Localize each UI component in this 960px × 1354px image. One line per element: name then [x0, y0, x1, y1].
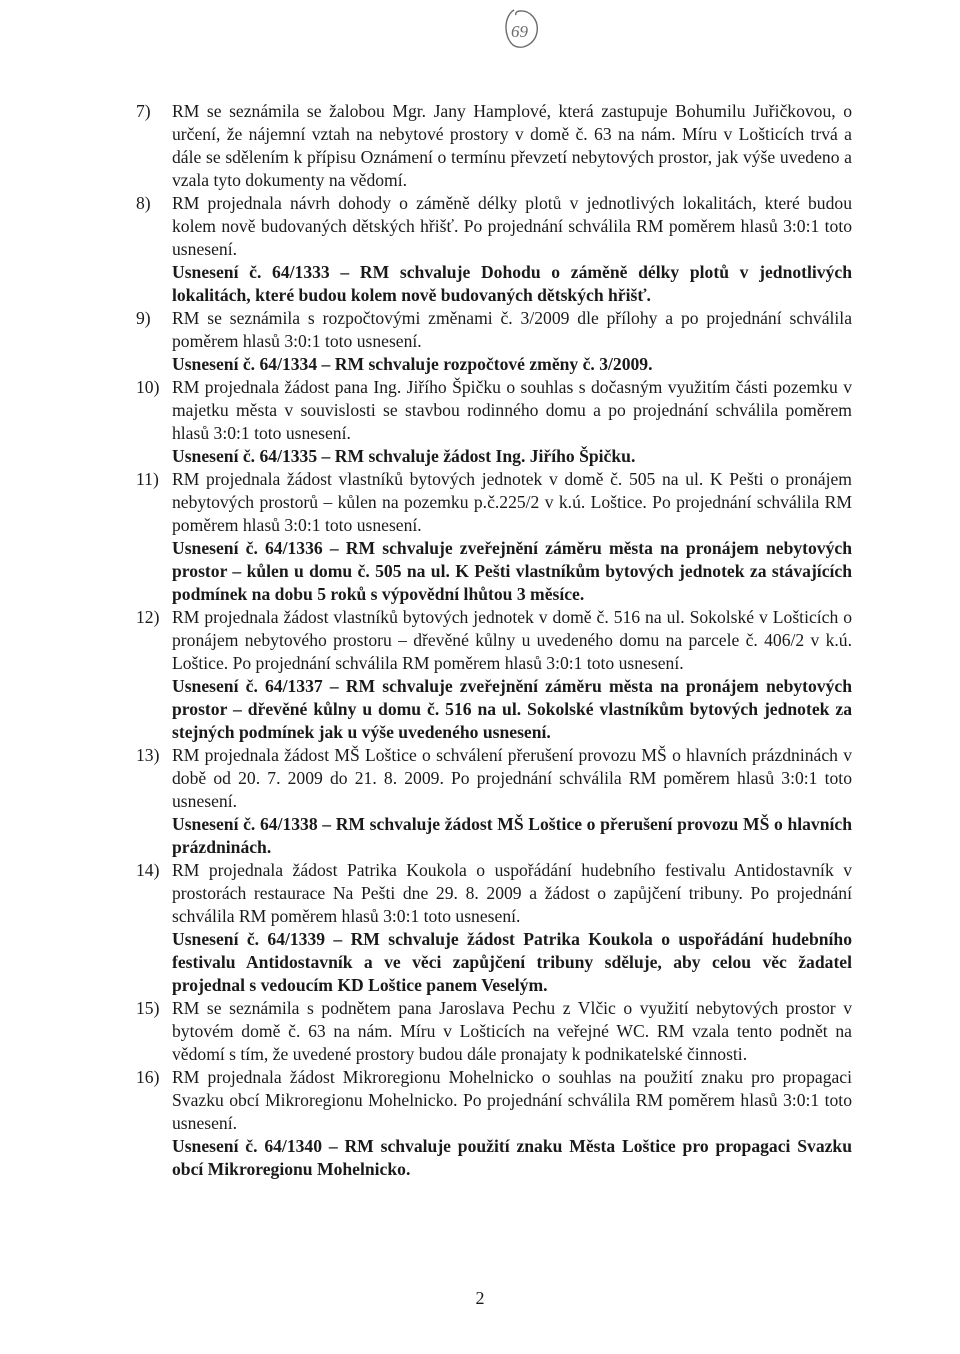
resolution: Usnesení č. 64/1336 – RM schvaluje zveřejnění záměru města na pronájem nebytových prostor – kůlen u domu č. 505 na ul. K Pešti vlastníkům bytových jednotek za stávajících podmínek na dobu 5 roků s výpovědní lhůtou 3 měsíce. [172, 538, 852, 604]
item-text: RM projednala žádost Mikroregionu Mohelnicko o souhlas na použití znaku pro propagaci Svazku obcí Mikroregionu Mohelnicko. Po projednání schválila RM poměrem hlasů 3:0:1 toto usnesení. [172, 1067, 852, 1133]
list-item [136, 859, 852, 997]
item-text: RM projednala návrh dohody o záměně délky plotů v jednotlivých lokalitách, které budou kolem nově budovaných dětských hřišť. Po projednání schválila RM poměrem hlasů 3:0:1 toto usnesení. [172, 193, 852, 259]
resolution: Usnesení č. 64/1337 – RM schvaluje zveřejnění záměru města na pronájem nebytových prostor – dřevěné kůlny u domu č. 516 na ul. Sokolské vlastníkům bytových jednotek za stejných podmínek jak u výše uvedeného usnesení. [172, 676, 852, 742]
list-item [136, 997, 852, 1066]
item-number: 13) [136, 745, 160, 765]
item-number: 15) [136, 998, 160, 1018]
item-text: RM projednala žádost MŠ Loštice o schválení přerušení provozu MŠ o hlavních prázdninách v době od 20. 7. 2009 do 21. 8. 2009. Po projednání schválila RM poměrem hlasů 3:0:1 toto usnesení. [172, 745, 852, 811]
item-number: 9) [136, 308, 151, 328]
list-item [136, 1066, 852, 1181]
item-number: 8) [136, 193, 151, 213]
list-item [136, 744, 852, 859]
list-item [136, 376, 852, 468]
resolution: Usnesení č. 64/1335 – RM schvaluje žádost Ing. Jiřího Špičku. [172, 446, 636, 466]
item-text: RM projednala žádost vlastníků bytových jednotek v domě č. 505 na ul. K Pešti o pronájem nebytových prostorů – kůlen na pozemku p.č.225/2 v k.ú. Loštice. Po projednání schválila RM poměrem hlasů 3:0:1 toto usnesení. [172, 469, 852, 535]
list-item [136, 606, 852, 744]
item-number: 12) [136, 607, 160, 627]
resolution: Usnesení č. 64/1338 – RM schvaluje žádost MŠ Loštice o přerušení provozu MŠ o hlavních prázdninách. [172, 814, 852, 857]
page-number: 2 [475, 1288, 485, 1308]
item-number: 11) [136, 469, 159, 489]
item-number: 14) [136, 860, 160, 880]
resolution: Usnesení č. 64/1334 – RM schvaluje rozpočtové změny č. 3/2009. [172, 354, 653, 374]
minutes-list [136, 100, 852, 1181]
item-text: RM se seznámila se žalobou Mgr. Jany Hamplové, která zastupuje Bohumilu Juřičkovou, o určení, že nájemní vztah na nebytové prostory v domě č. 63 na nám. Míru v Lošticích trvá a dále se sdělením k přípisu Oznámení o termínu převzetí nebytových prostor, jak výše uvedeno a vzala tyto dokumenty na vědomí. [172, 101, 852, 190]
resolution: Usnesení č. 64/1340 – RM schvaluje použití znaku Města Loštice pro propagaci Svazku obcí Mikroregionu Mohelnicko. [172, 1136, 852, 1179]
stamp-number: 69 [511, 22, 528, 41]
list-item [136, 192, 852, 307]
item-text: RM projednala žádost vlastníků bytových jednotek v domě č. 516 na ul. Sokolské v Lošticích o pronájem nebytového prostoru – dřevěné kůlny u uvedeného domu na parcele č. 406/2 v k.ú. Loštice. Po projednání schválila RM poměrem hlasů 3:0:1 toto usnesení. [172, 607, 852, 673]
item-text: RM se seznámila s podnětem pana Jaroslava Pechu z Vlčic o využití nebytových prostor v bytovém domě č. 63 na nám. Míru v Lošticích na veřejné WC. RM vzala tento podnět na vědomí s tím, že uvedené prostory budou dále pronajaty k podnikatelské činnosti. [172, 998, 852, 1064]
item-text: RM projednala žádost pana Ing. Jiřího Špičku o souhlas s dočasným využitím části pozemku v majetku města v souvislosti se stavbou rodinného domu a po projednání schválila poměrem hlasů 3:0:1 toto usnesení. [172, 377, 852, 443]
item-number: 7) [136, 101, 151, 121]
handwritten-page-number-stamp [500, 6, 542, 50]
item-number: 16) [136, 1067, 160, 1087]
list-item [136, 468, 852, 606]
resolution: Usnesení č. 64/1339 – RM schvaluje žádost Patrika Koukola o uspořádání hudebního festivalu Antidostavník a ve věci zapůjčení tribuny sděluje, aby celou věc žadatel projednal s vedoucím KD Loštice panem Veselým. [172, 929, 852, 995]
item-number: 10) [136, 377, 160, 397]
list-item [136, 307, 852, 376]
item-text: RM projednala žádost Patrika Koukola o uspořádání hudebního festivalu Antidostavník v prostorách restaurace Na Pešti dne 29. 8. 2009 a žádost o zapůjčení tribuny. Po projednání schválila RM poměrem hlasů 3:0:1 toto usnesení. [172, 860, 852, 926]
item-text: RM se seznámila s rozpočtovými změnami č. 3/2009 dle přílohy a po projednání schválila poměrem hlasů 3:0:1 toto usnesení. [172, 308, 852, 351]
list-item [136, 100, 852, 192]
resolution: Usnesení č. 64/1333 – RM schvaluje Dohodu o záměně délky plotů v jednotlivých lokalitách, které budou kolem nově budovaných dětských hřišť. [172, 262, 852, 305]
